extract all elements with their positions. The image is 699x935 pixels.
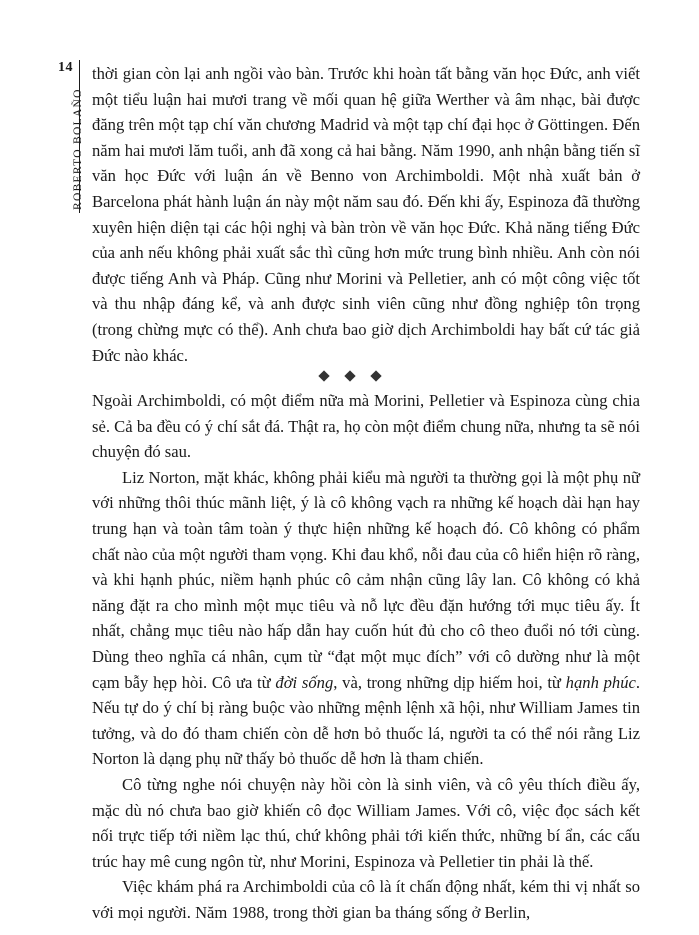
- paragraph: [92, 465, 640, 772]
- text-run: , và, trong những dịp hiếm hoi, từ: [333, 672, 566, 692]
- paragraph: Việc khám phá ra Archimboldi của cô là ít chấn động nhất, kém thi vị nhất so với mọi người. Năm 1988, trong thời gian ba tháng sống ở Berlin,: [92, 877, 640, 922]
- paragraph: thời gian còn lại anh ngồi vào bàn. Trước khi hoàn tất bằng văn học Đức, anh viết một tiểu luận hai mươi trang về mối quan hệ giữa Werther và âm nhạc, bài được đăng trên một tạp chí văn chương Madrid và một tạp chí đại học ở Göttingen. Đến năm hai mươi lăm tuổi, anh đã xong cả hai bằng. Năm 1990, anh nhận bằng tiến sĩ văn học Đức với luận án về Benno von Archimboldi. Một nhà xuất bản ở Barcelona phát hành luận án này một năm sau đó. Đến khi ấy, Espinoza đã thường xuyên hiện diện tại các hội nghị và bàn tròn về văn học Đức. Khả năng tiếng Đức của anh nếu không phải xuất sắc thì cũng hơn mức trung bình nhiều. Anh còn nói được tiếng Anh và Pháp. Cũng như Morini và Pelletier, anh có một công việc tốt và thu nhập đáng kể, và anh được sinh viên cũng như đồng nghiệp tôn trọng (trong chừng mực có thể). Anh chưa bao giờ dịch Archimboldi hay bất cứ tác giả Đức nào khác.: [92, 64, 640, 365]
- italic-term: hạnh phúc: [565, 672, 636, 692]
- section-1-text: [92, 61, 640, 368]
- page-number: 14: [58, 60, 73, 75]
- text-run: . Nếu tự do ý chí bị ràng buộc vào những mệnh lệnh xã hội, như William James tin tưởng, và do đó tham chiến còn dễ hơn bỏ thuốc lá, người ta có thể nói rằng Liz Norton là dạng phụ nữ thấy bỏ thuốc dễ hơn là tham chiến.: [92, 672, 641, 769]
- section-break-ornament: [0, 372, 699, 382]
- section-2-text: [92, 388, 640, 925]
- diamond-icon: [318, 370, 329, 381]
- running-head-author: ROBERTO BOLAÑO: [72, 88, 84, 210]
- italic-term: đời sống: [275, 672, 334, 692]
- text-run: Liz Norton, mặt khác, không phải kiểu mà người ta thường gọi là một phụ nữ với những thôi thúc mãnh liệt, ý là cô không vạch ra những kế hoạch dài hạn hay trung hạn và toàn tâm toàn ý thực hiện những kế hoạch đó. Cô không có phẩm chất nào của một người tham vọng. Khi đau khổ, nỗi đau của cô hiển hiện rõ ràng, và khi hạnh phúc, niềm hạnh phúc cô cảm nhận cũng lây lan. Cô không có khả năng đặt ra cho mình một mục tiêu và nỗ lực đều đặn hướng tới mục tiêu ấy. Ít nhất, chẳng mục tiêu nào hấp dẫn hay cuốn hút đủ cho cô theo đuổi nó tới cùng. Dùng theo nghĩa cá nhân, cụm từ “đạt một mục đích” với cô dường như là một cạm bẫy hẹp hòi. Cô ưa từ: [92, 467, 640, 692]
- diamond-icon: [344, 370, 355, 381]
- paragraph: Ngoài Archimboldi, có một điểm nữa mà Morini, Pelletier và Espinoza cùng chia sẻ. Cả ba đều có ý chí sắt đá. Thật ra, họ còn một điểm chung nữa, nhưng ta sẽ nói chuyện đó sau.: [92, 391, 640, 462]
- diamond-icon: [370, 370, 381, 381]
- paragraph: Cô từng nghe nói chuyện này hồi còn là sinh viên, và cô yêu thích điều ấy, mặc dù nó chưa bao giờ khiến cô đọc William James. Với cô, việc đọc sách kết nối trực tiếp tới niềm lạc thú, chứ không phải tới kiến thức, những bí ẩn, các cấu trúc hay mê cung ngôn từ, như Morini, Espinoza và Pelletier tin phải là thế.: [92, 774, 640, 871]
